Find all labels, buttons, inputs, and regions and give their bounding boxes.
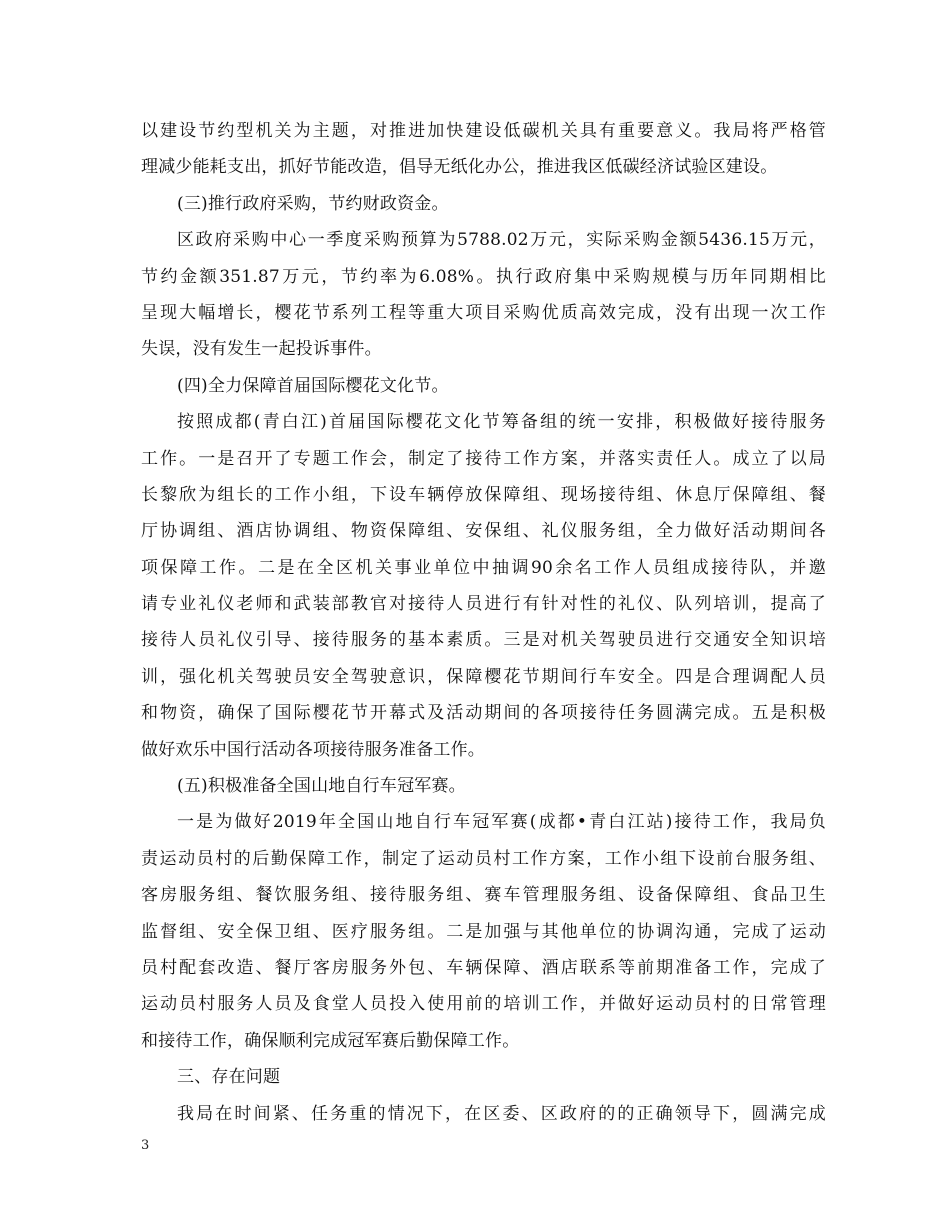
text-line: 和接待工作，确保顺利完成冠军赛后勤保障工作。 bbox=[141, 1030, 520, 1051]
text-line: 监督组、安全保卫组、医疗服务组。二是加强与其他单位的协调沟通，完成了运动 bbox=[141, 921, 826, 942]
section-heading: 三、存在问题 bbox=[177, 1067, 281, 1088]
text-line: 厅协调组、酒店协调组、物资保障组、安保组、礼仪服务组，全力做好活动期间各 bbox=[141, 521, 826, 542]
text-line: 工作。一是召开了专题工作会，制定了接待工作方案，并落实责任人。成立了以局 bbox=[141, 448, 826, 469]
text-line: 区政府采购中心一季度采购预算为5788.02万元，实际采购金额5436.15万元， bbox=[177, 230, 826, 251]
text-line: 和物资，确保了国际樱花节开幕式及活动期间的各项接待任务圆满完成。五是积极 bbox=[141, 703, 826, 724]
text-line: 我局在时间紧、任务重的情况下，在区委、区政府的的正确领导下，圆满完成 bbox=[177, 1103, 826, 1124]
text-line: 节约金额351.87万元，节约率为6.08%。执行政府集中采购规模与历年同期相比 bbox=[141, 266, 826, 287]
text-line: 做好欢乐中国行活动各项接待服务准备工作。 bbox=[141, 739, 485, 760]
page-number: 3 bbox=[141, 1138, 150, 1153]
text-line: 运动员村服务人员及食堂人员投入使用前的培训工作，并做好运动员村的日常管理 bbox=[141, 994, 826, 1015]
text-line: 客房服务组、餐饮服务组、接待服务组、赛车管理服务组、设备保障组、食品卫生 bbox=[141, 885, 826, 906]
text-line: 按照成都(青白江)首届国际樱花文化节筹备组的统一安排，积极做好接待服务 bbox=[177, 412, 826, 433]
text-line: 一是为做好2019年全国山地自行车冠军赛(成都•青白江站)接待工作，我局负 bbox=[177, 812, 826, 833]
text-line: 呈现大幅增长，樱花节系列工程等重大项目采购优质高效完成，没有出现一次工作 bbox=[141, 302, 826, 323]
text-line: 项保障工作。二是在全区机关事业单位中抽调90余名工作人员组成接待队，并邀 bbox=[141, 557, 826, 578]
text-line: 请专业礼仪老师和武装部教官对接待人员进行有针对性的礼仪、队列培训，提高了 bbox=[141, 594, 826, 615]
text-line: 训，强化机关驾驶员安全驾驶意识，保障樱花节期间行车安全。四是合理调配人员 bbox=[141, 666, 826, 687]
text-line: 员村配套改造、餐厅客房服务外包、车辆保障、酒店联系等前期准备工作，完成了 bbox=[141, 957, 826, 978]
text-line: 责运动员村的后勤保障工作，制定了运动员村工作方案，工作小组下设前台服务组、 bbox=[141, 848, 826, 869]
section-heading: (四)全力保障首届国际樱花文化节。 bbox=[177, 375, 449, 396]
text-line: 理减少能耗支出，抓好节能改造，倡导无纸化办公，推进我区低碳经济试验区建设。 bbox=[141, 157, 778, 178]
text-line: 接待人员礼仪引导、接待服务的基本素质。三是对机关驾驶员进行交通安全知识培 bbox=[141, 630, 826, 651]
text-line: 长黎欣为组长的工作小组，下设车辆停放保障组、现场接待组、休息厅保障组、餐 bbox=[141, 484, 826, 505]
text-line: 失误，没有发生一起投诉事件。 bbox=[141, 339, 382, 360]
section-heading: (三)推行政府采购，节约财政资金。 bbox=[177, 193, 449, 214]
section-heading: (五)积极准备全国山地自行车冠军赛。 bbox=[177, 776, 466, 797]
body-text bbox=[141, 113, 826, 1132]
text-line: 以建设节约型机关为主题，对推进加快建设低碳机关具有重要意义。我局将严格管 bbox=[141, 121, 826, 141]
